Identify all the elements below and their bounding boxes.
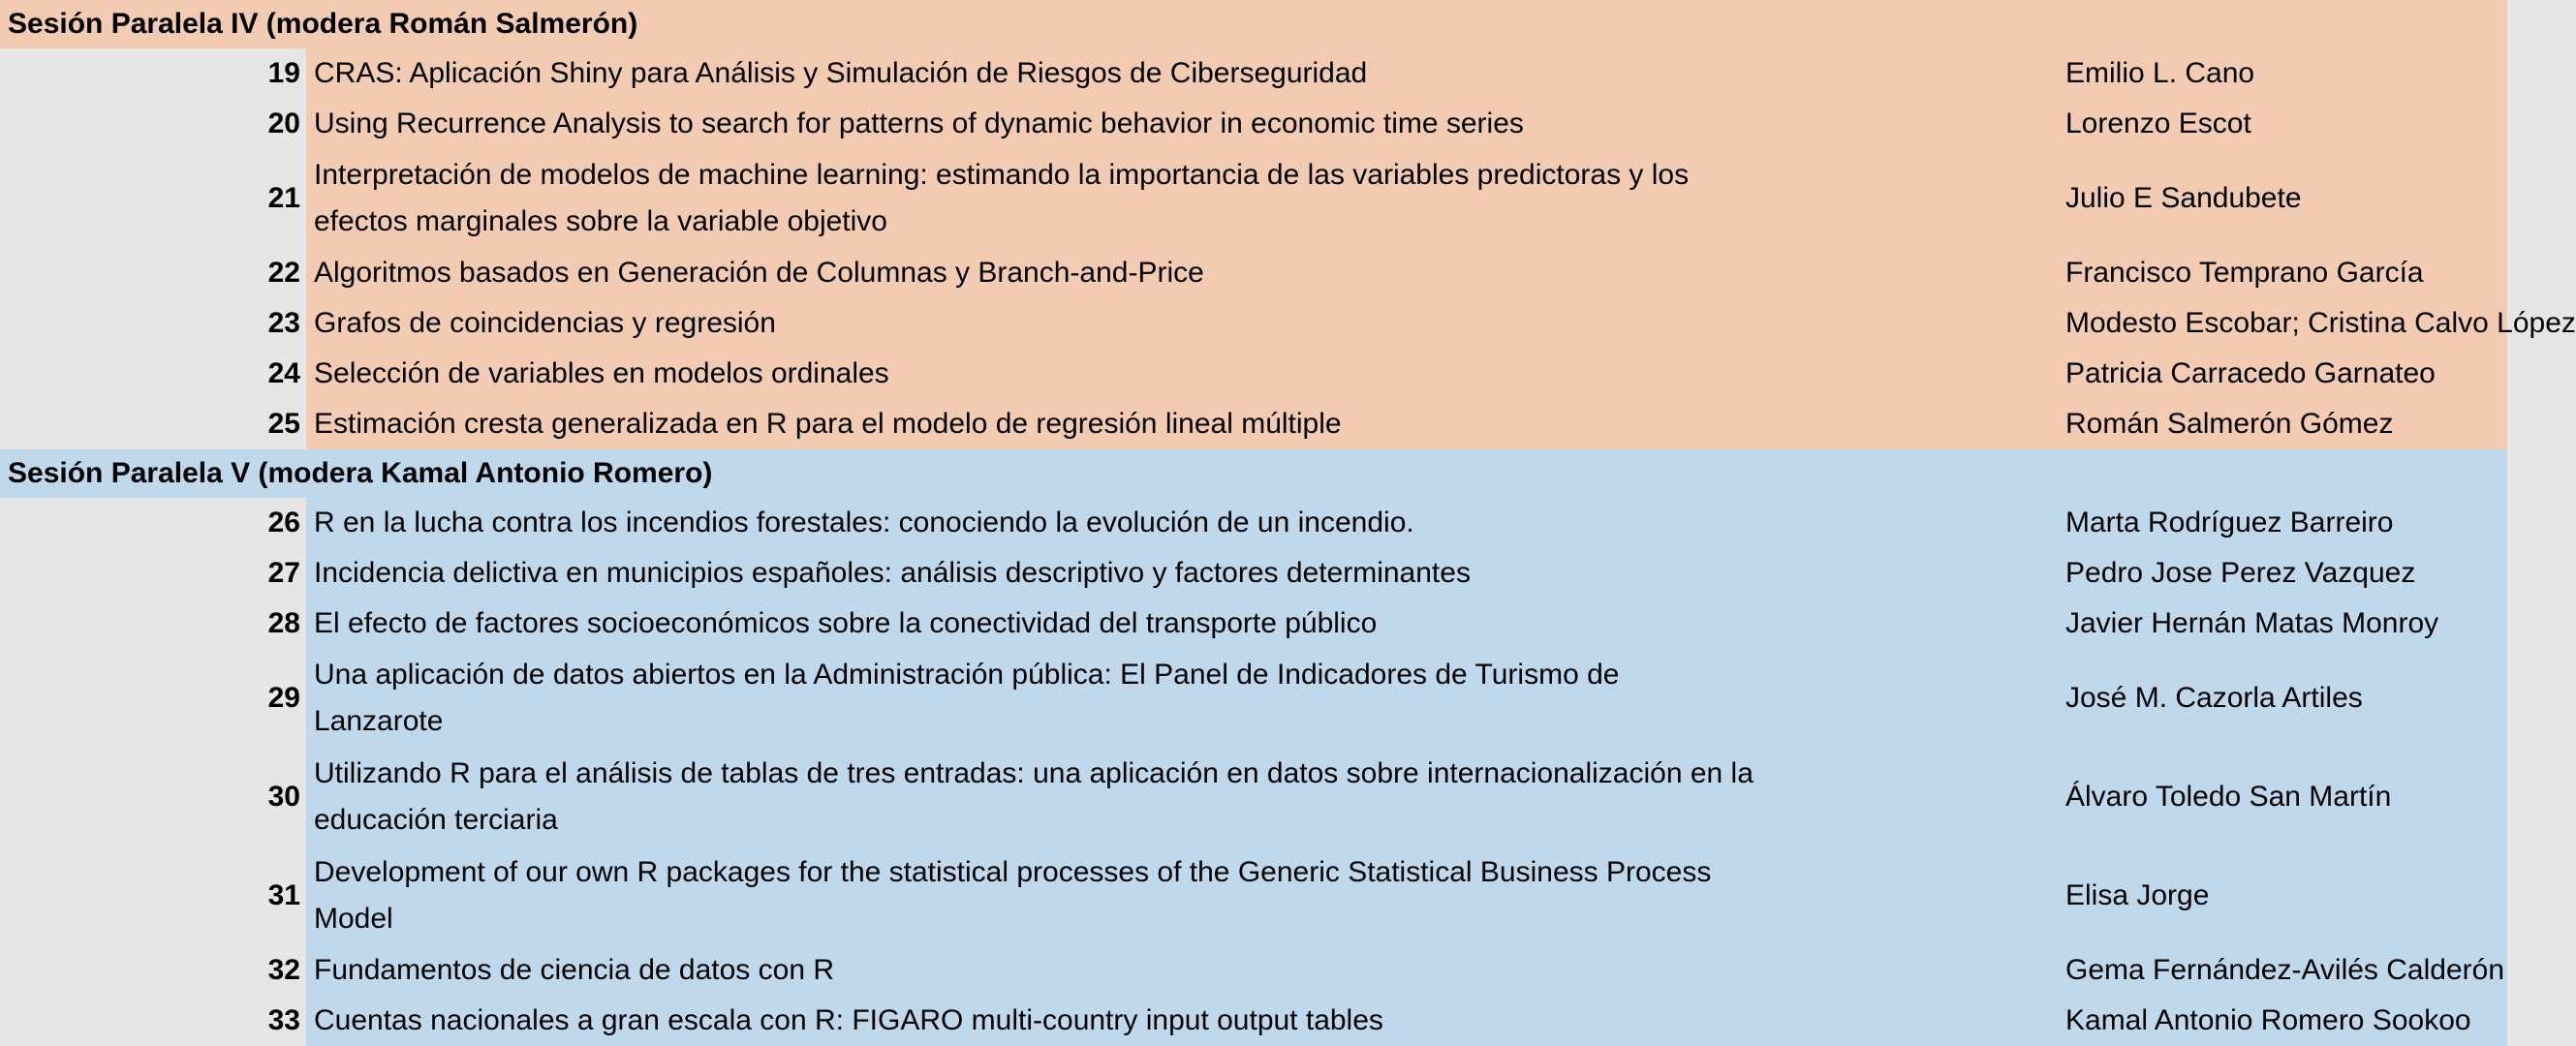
talk-title: Interpretación de modelos de machine learning: estimando la importancia de las variables predictoras y los efectos marginales sobre la variable objetivo [314,159,1690,237]
talk-body [306,298,2576,349]
talk-title: Cuentas nacionales a gran escala con R: FIGARO multi-country input output tables [314,1004,1383,1036]
talk-title: Selección de variables en modelos ordinales [314,357,889,389]
talk-row [0,599,2507,649]
talk-title: Using Recurrence Analysis to search for patterns of dynamic behavior in economic time series [314,108,1524,139]
talk-number: 30 [0,748,306,846]
talk-body [306,548,2507,599]
talk-row [0,99,2507,149]
session-header: Sesión Paralela V (modera Kamal Antonio Romero) [0,449,2507,498]
talk-number: 19 [0,48,306,99]
talk-body [306,649,2507,748]
talk-author: Álvaro Toledo San Martín [2065,781,2392,813]
talk-number: 21 [0,149,306,248]
talk-title: Grafos de coincidencias y regresión [314,307,776,339]
talk-body [306,599,2507,649]
talk-author: Patricia Carracedo Garnateo [2065,357,2436,389]
talk-row [0,748,2507,846]
talk-number: 31 [0,846,306,945]
talk-author: Pedro Jose Perez Vazquez [2065,557,2416,589]
talk-row [0,498,2507,548]
talk-number: 33 [0,996,306,1046]
talk-body [306,99,2507,149]
talk-author: Emilio L. Cano [2065,57,2255,89]
talk-number: 27 [0,548,306,599]
talk-author: Francisco Temprano García [2065,257,2424,289]
talk-author: Javier Hernán Matas Monroy [2065,607,2439,639]
talk-title: Utilizando R para el análisis de tablas de tres entradas: una aplicación en datos sobre internacionalización en la educación terciaria [314,757,1754,836]
talk-row [0,649,2507,748]
talk-author: Román Salmerón Gómez [2065,408,2394,440]
talk-title: R en la lucha contra los incendios forestales: conociendo la evolución de un incendio. [314,507,1414,538]
talk-body [306,149,2507,248]
talk-row [0,248,2507,298]
talk-row [0,349,2507,399]
talk-author: Modesto Escobar; Cristina Calvo López [2065,307,2576,339]
talk-row [0,399,2507,449]
talk-body [306,349,2507,399]
talk-number: 20 [0,99,306,149]
talk-author: Gema Fernández-Avilés Calderón [2065,954,2505,986]
talk-author: Marta Rodríguez Barreiro [2065,507,2394,538]
talk-author: Julio E Sandubete [2065,182,2302,214]
talk-body [306,748,2507,846]
talk-author: Kamal Antonio Romero Sookoo [2065,1004,2471,1036]
session-iv [0,0,2576,449]
talk-number: 29 [0,649,306,748]
talk-title: Una aplicación de datos abiertos en la Administración pública: El Panel de Indicadores de Turismo de Lanzarote [314,659,1620,737]
talk-title: CRAS: Aplicación Shiny para Análisis y Simulación de Riesgos de Ciberseguridad [314,57,1368,89]
talk-body [306,48,2507,99]
talk-title: Fundamentos de ciencia de datos con R [314,954,834,986]
talk-title: El efecto de factores socioeconómicos sobre la conectividad del transporte público [314,607,1378,639]
talk-body [306,996,2507,1046]
talk-title: Incidencia delictiva en municipios españoles: análisis descriptivo y factores determinantes [314,557,1471,589]
talk-number: 22 [0,248,306,298]
talk-row [0,48,2507,99]
talk-number: 25 [0,399,306,449]
talk-row [0,996,2507,1046]
talk-row [0,945,2507,996]
talk-number: 26 [0,498,306,548]
talk-title: Development of our own R packages for the statistical processes of the Generic Statistical Business Process Model [314,856,1712,935]
session-v [0,449,2507,1046]
talk-row [0,548,2507,599]
talk-number: 32 [0,945,306,996]
talk-number: 24 [0,349,306,399]
talk-author: José M. Cazorla Artiles [2065,682,2363,714]
talk-body [306,498,2507,548]
talk-author: Lorenzo Escot [2065,108,2251,139]
talk-body [306,399,2507,449]
talk-number: 23 [0,298,306,349]
talk-row [0,298,2576,349]
talk-body [306,248,2507,298]
talk-number: 28 [0,599,306,649]
talk-body [306,846,2507,945]
session-header: Sesión Paralela IV (modera Román Salmerón) [0,0,2507,48]
talk-title: Estimación cresta generalizada en R para el modelo de regresión lineal múltiple [314,408,1342,440]
talk-title: Algoritmos basados en Generación de Columnas y Branch-and-Price [314,257,1204,289]
talk-row [0,846,2507,945]
talk-author: Elisa Jorge [2065,879,2210,911]
talk-row [0,149,2507,248]
talk-body [306,945,2507,996]
